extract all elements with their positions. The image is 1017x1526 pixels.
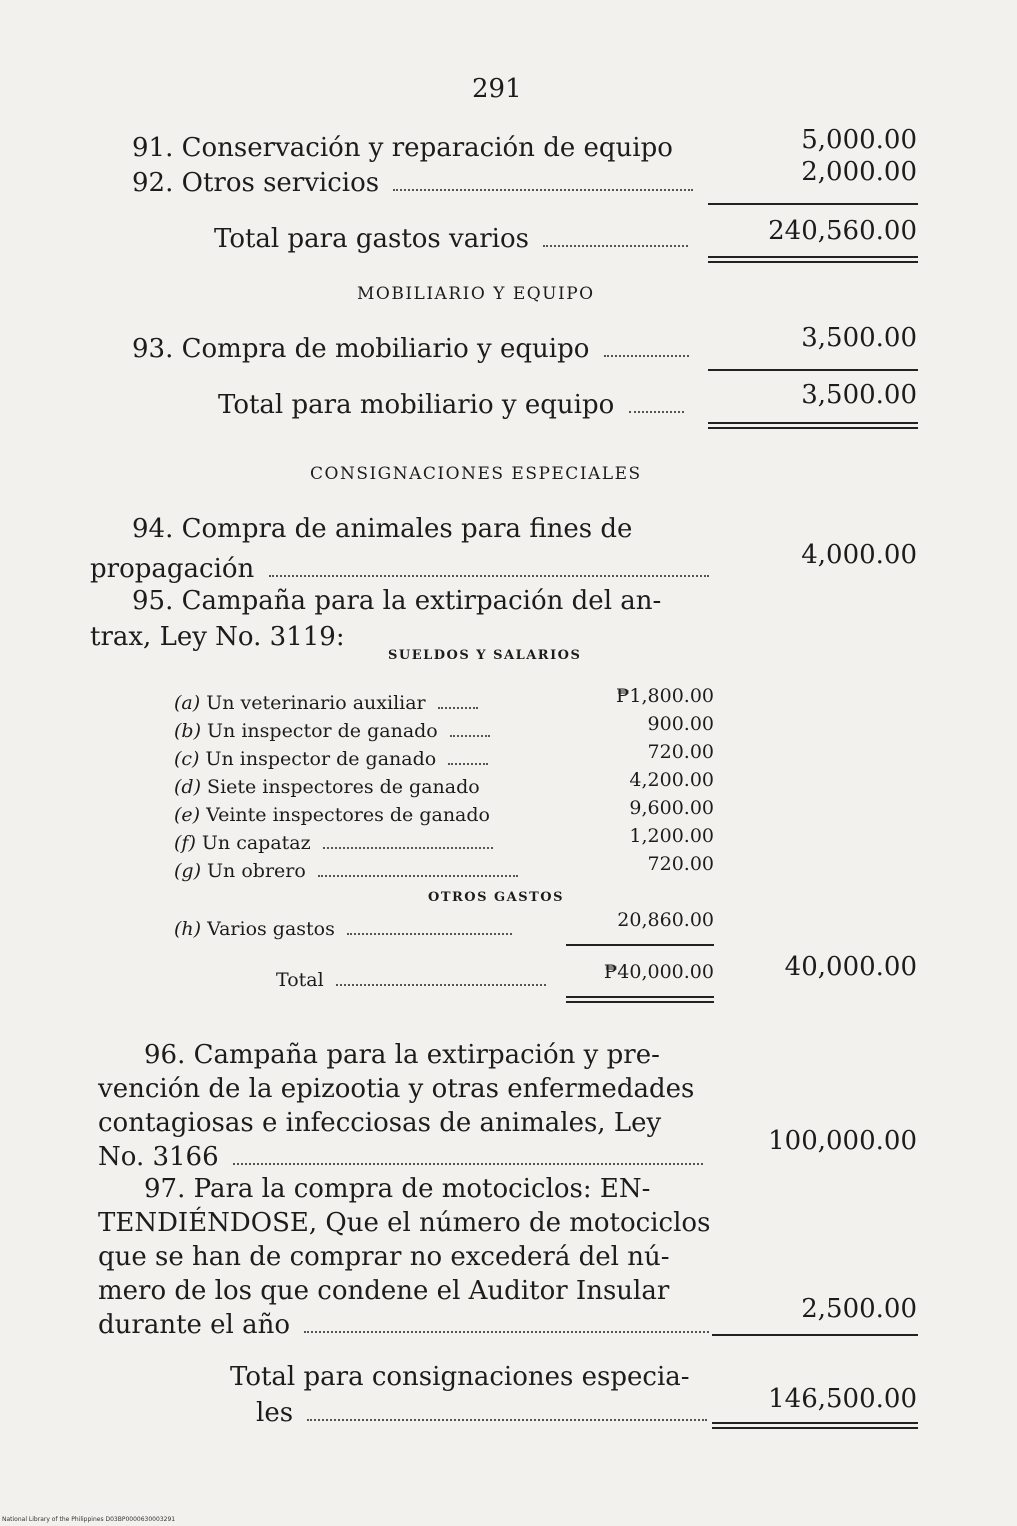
item-96-line3: contagiosas e infecciosas de animales, Ley [98, 1108, 662, 1138]
subtotal-rule [708, 369, 918, 371]
item-93 [132, 334, 689, 364]
otros-gastos-heading: OTROS GASTOS [428, 890, 565, 905]
item-94-line2 [90, 554, 709, 584]
item-93-label: Compra de mobiliario y equipo [181, 334, 590, 364]
item-96-line1: 96. Campaña para la extirpación y pre- [144, 1040, 660, 1070]
item-97-amount: 2,500.00 [801, 1294, 917, 1324]
sub-row-h-amount: 20,860.00 [617, 909, 714, 931]
total-gastos-varios [214, 224, 688, 254]
sub-row-letter: (d) [174, 776, 201, 798]
dot-leader [604, 354, 689, 357]
page-number: 291 [472, 74, 522, 104]
total-consignaciones-amount: 146,500.00 [768, 1384, 917, 1414]
sub-row-letter: (g) [174, 860, 201, 882]
dot-leader [448, 762, 488, 765]
subtotal-rule [566, 944, 714, 946]
sub-row-letter: (h) [174, 918, 202, 940]
sub-row-c [174, 748, 488, 770]
item-92-number: 92. [132, 168, 174, 198]
item-95-line2: trax, Ley No. 3119: [90, 622, 345, 652]
item-92-label: Otros servicios [181, 168, 380, 198]
item-97-line2: TENDIÉNDOSE, Que el número de motociclos [98, 1208, 711, 1238]
sub-row-d-amount: 4,200.00 [629, 769, 714, 791]
sub-row-h [174, 918, 512, 940]
item-95-amount: 40,000.00 [784, 952, 917, 982]
sub-row-label: Veinte inspectores de ganado [206, 804, 490, 826]
dot-leader [629, 410, 684, 413]
total-consignaciones-label: les [256, 1398, 294, 1428]
item-96-amount: 100,000.00 [768, 1126, 917, 1156]
dot-leader [347, 932, 512, 935]
subtotal-rule [712, 1334, 918, 1336]
item-97-line1: 97. Para la compra de motociclos: EN- [144, 1174, 651, 1204]
item-93-amount: 3,500.00 [801, 323, 917, 353]
item-97-line5 [98, 1310, 709, 1340]
item-92 [132, 168, 693, 198]
item-93-number: 93. [132, 334, 174, 364]
total-double-rule [712, 1422, 918, 1429]
item-95-line1: 95. Campaña para la extirpación del an- [132, 586, 662, 616]
item-97-line3: que se han de comprar no excederá del nú- [98, 1242, 670, 1272]
sub-row-label: Un inspector de ganado [207, 720, 438, 742]
item-91-amount: 5,000.00 [801, 125, 917, 155]
sub-row-letter: (b) [174, 720, 201, 742]
dot-leader [307, 1418, 707, 1421]
consignaciones-heading: CONSIGNACIONES ESPECIALES [310, 464, 642, 484]
item-97-line4: mero de los que condene el Auditor Insular [98, 1276, 670, 1306]
item-92-amount: 2,000.00 [801, 157, 917, 187]
sub-row-c-amount: 720.00 [647, 741, 714, 763]
item-94-line1: 94. Compra de animales para fines de [132, 514, 633, 544]
total-mobiliario-amount: 3,500.00 [801, 380, 917, 410]
total-consignaciones-line2 [256, 1398, 707, 1428]
dot-leader [450, 734, 490, 737]
dot-leader [323, 846, 493, 849]
item-95-total [276, 969, 546, 991]
item-95-total-label: Total [276, 969, 324, 991]
sub-row-label: Un inspector de ganado [205, 748, 437, 770]
sub-row-b [174, 720, 490, 742]
subtotal-rule [708, 203, 918, 205]
sub-row-letter: (f) [174, 832, 196, 854]
total-mobiliario-label: Total para mobiliario y equipo [218, 390, 615, 420]
sub-row-e-amount: 9,600.00 [629, 797, 714, 819]
dot-leader [393, 188, 693, 191]
sub-row-f [174, 832, 493, 854]
item-91-label: Conservación y reparación de equipo [181, 133, 673, 163]
dot-leader [233, 1162, 703, 1165]
item-95-total-sub: ₱40,000.00 [603, 961, 714, 983]
sub-row-label: Un veterinario auxiliar [206, 692, 426, 714]
dot-leader [269, 574, 709, 577]
sub-row-label: Siete inspectores de ganado [207, 776, 480, 798]
item-96-line4 [98, 1142, 703, 1172]
scan-footer: National Library of the Philippines D03BP0000630003291 [2, 1516, 176, 1523]
sub-row-b-amount: 900.00 [647, 713, 714, 735]
item-96-label: No. 3166 [98, 1142, 219, 1172]
sub-row-d [174, 776, 480, 798]
dot-leader [318, 874, 518, 877]
dot-leader [438, 706, 478, 709]
total-mobiliario [218, 390, 684, 420]
item-97-label: durante el año [98, 1310, 291, 1340]
dot-leader [336, 983, 546, 986]
sub-row-a-amount: ₱1,800.00 [615, 685, 714, 707]
sueldos-heading: SUELDOS Y SALARIOS [388, 648, 582, 663]
dot-leader [543, 244, 688, 247]
sub-row-a [174, 692, 478, 714]
sub-row-letter: (a) [174, 692, 201, 714]
sub-row-e [174, 804, 490, 826]
sub-row-g-amount: 720.00 [647, 853, 714, 875]
dot-leader [304, 1330, 709, 1333]
sub-row-g [174, 860, 518, 882]
mobiliario-heading: MOBILIARIO Y EQUIPO [357, 284, 595, 304]
sub-row-letter: (c) [174, 748, 200, 770]
item-91 [132, 133, 673, 163]
total-consignaciones-line1: Total para consignaciones especia- [230, 1362, 690, 1392]
total-gastos-varios-label: Total para gastos varios [214, 224, 529, 254]
total-double-rule [708, 256, 918, 263]
sub-row-f-amount: 1,200.00 [629, 825, 714, 847]
sub-row-label: Un capataz [201, 832, 311, 854]
item-94-amount: 4,000.00 [801, 540, 917, 570]
sub-row-letter: (e) [174, 804, 201, 826]
item-96-line2: vención de la epizootia y otras enfermedades [98, 1074, 695, 1104]
item-91-number: 91. [132, 133, 174, 163]
total-double-rule [708, 422, 918, 429]
total-double-rule [566, 996, 714, 1003]
sub-row-label: Un obrero [207, 860, 306, 882]
item-94-label: propagación [90, 554, 255, 584]
sub-row-label: Varios gastos [207, 918, 335, 940]
total-gastos-varios-amount: 240,560.00 [768, 216, 917, 246]
